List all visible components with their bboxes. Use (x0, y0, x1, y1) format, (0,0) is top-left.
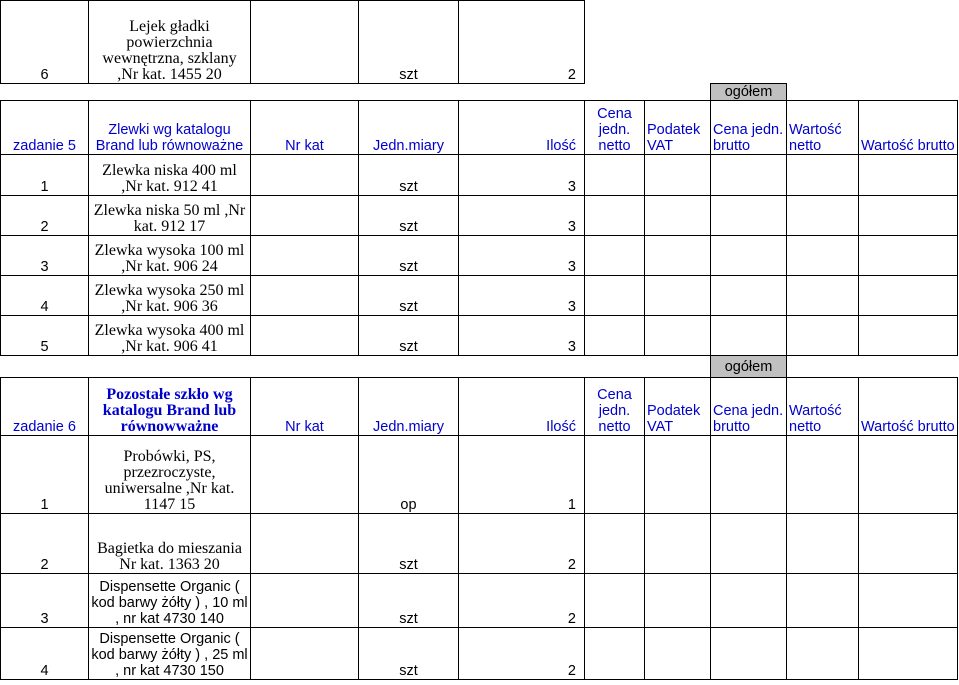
section-header (1, 378, 958, 436)
row-index: 2 (1, 196, 89, 236)
section-header (1, 101, 958, 155)
header-unit: Jedn.miary (359, 101, 459, 155)
item-qty: 2 (459, 574, 585, 628)
row-index: 1 (1, 155, 89, 196)
header-net-price: Cena jedn. netto (585, 101, 645, 155)
item-unit: szt (359, 155, 459, 196)
row-index: 4 (1, 276, 89, 316)
header-vat: Podatek VAT (645, 101, 711, 155)
header-cat: Nr kat (251, 101, 359, 155)
table-row (1, 316, 958, 356)
row-index: 5 (1, 316, 89, 356)
item-qty: 3 (459, 155, 585, 196)
item-qty: 2 (459, 514, 585, 574)
row-index: 3 (1, 236, 89, 276)
table-row (1, 1, 958, 84)
header-name: Pozostałe szkło wg katalogu Brand lub równowważne (89, 378, 251, 436)
table-row (1, 628, 958, 680)
item-unit: szt (359, 276, 459, 316)
item-qty: 3 (459, 276, 585, 316)
table-row (1, 436, 958, 514)
item-qty: 3 (459, 316, 585, 356)
table-row (1, 514, 958, 574)
item-name: Dispensette Organic ( kod barwy żółty ) , 10 ml , nr kat 4730 140 (89, 574, 251, 628)
header-qty: Ilość (459, 378, 585, 436)
item-unit: op (359, 436, 459, 514)
item-qty: 1 (459, 436, 585, 514)
item-qty: 2 (459, 628, 585, 680)
item-unit: szt (359, 628, 459, 680)
row-index: 3 (1, 574, 89, 628)
item-name: Zlewka wysoka 400 ml ,Nr kat. 906 41 (89, 316, 251, 356)
table-row (1, 196, 958, 236)
header-gross-price: Cena jedn. brutto (711, 101, 787, 155)
item-qty: 2 (459, 1, 585, 84)
header-cat: Nr kat (251, 378, 359, 436)
item-name: Lejek gładki powierzchnia wewnętrzna, szklany ,Nr kat. 1455 20 (89, 1, 251, 84)
header-net-value: Wartość netto (787, 378, 859, 436)
item-qty: 3 (459, 196, 585, 236)
header-net-price: Cena jedn. netto (585, 378, 645, 436)
item-unit: szt (359, 574, 459, 628)
item-qty: 3 (459, 236, 585, 276)
header-gross-price: Cena jedn. brutto (711, 378, 787, 436)
header-net-value: Wartość netto (787, 101, 859, 155)
table-row (1, 276, 958, 316)
header-vat: Podatek VAT (645, 378, 711, 436)
header-name: Zlewki wg katalogu Brand lub równoważne (89, 101, 251, 155)
item-unit: szt (359, 514, 459, 574)
header-qty: Ilość (459, 101, 585, 155)
header-unit: Jedn.miary (359, 378, 459, 436)
item-name: Zlewka wysoka 100 ml ,Nr kat. 906 24 (89, 236, 251, 276)
item-unit: szt (359, 1, 459, 84)
item-unit: szt (359, 236, 459, 276)
item-unit: szt (359, 316, 459, 356)
header-gross-value: Wartość brutto (859, 378, 958, 436)
row-index: 1 (1, 436, 89, 514)
table-row (1, 236, 958, 276)
table-row (1, 155, 958, 196)
item-name: Bagietka do mieszania Nr kat. 1363 20 (89, 514, 251, 574)
overall-label: ogółem (711, 356, 787, 378)
section-label: zadanie 6 (1, 378, 89, 436)
item-name: Dispensette Organic ( kod barwy żółty ) , 25 ml , nr kat 4730 150 (89, 628, 251, 680)
section-label: zadanie 5 (1, 101, 89, 155)
item-name: Zlewka niska 50 ml ,Nr kat. 912 17 (89, 196, 251, 236)
item-name: Zlewka wysoka 250 ml ,Nr kat. 906 36 (89, 276, 251, 316)
table-row (1, 574, 958, 628)
item-name: Probówki, PS, przezroczyste, uniwersalne ,Nr kat. 1147 15 (89, 436, 251, 514)
overall-label: ogółem (711, 84, 787, 101)
item-name: Zlewka niska 400 ml ,Nr kat. 912 41 (89, 155, 251, 196)
header-gross-value: Wartość brutto (859, 101, 958, 155)
row-index: 6 (1, 1, 89, 84)
row-index: 4 (1, 628, 89, 680)
item-unit: szt (359, 196, 459, 236)
row-index: 2 (1, 514, 89, 574)
